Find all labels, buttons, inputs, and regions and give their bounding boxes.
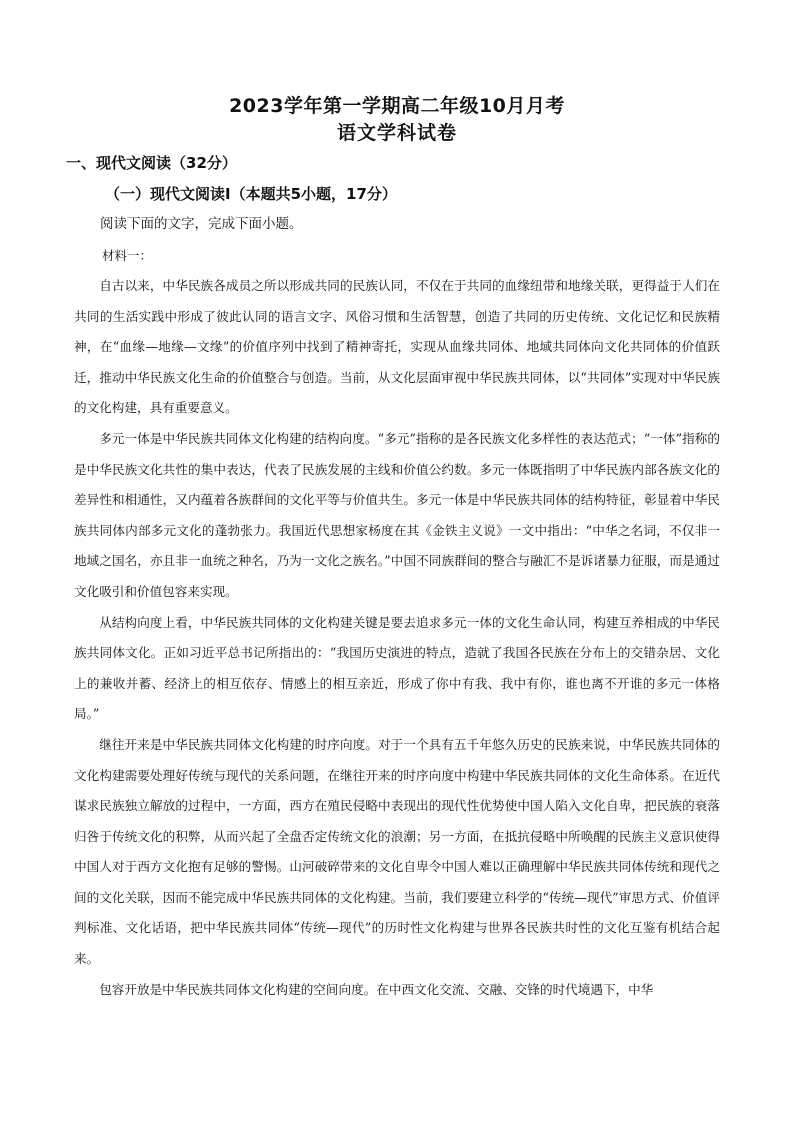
- subsection-heading: （一）现代文阅读Ⅰ（本题共5小题，17分）: [105, 185, 397, 203]
- reading-instruction: 阅读下面的文字，完成下面小题。: [100, 216, 303, 232]
- material-body: [74, 271, 720, 1005]
- exam-title: 2023学年第一学期高二年级10月月考: [229, 95, 565, 117]
- subject-title: 语文学科试卷: [336, 122, 457, 144]
- paragraph: 包容开放是中华民族共同体文化构建的空间向度。在中西文化交流、交融、交锋的时代境遇下，中华: [99, 981, 654, 997]
- paragraph: 继往开来是中华民族共同体文化构建的时序向度。对于一个具有五千年悠久历史的民族来说，中华民族共同体的文化构建需要处理好传统与现代的关系问题，在继往开来的时序向度中构建中华民族共同体的文化生命体系。在近代谋求民族独立解放的过程中，一方面，西方在殖民侵略中表现出的现代性优势使中国人陷入文化自卑，把民族的衰落归咎于传统文化的积弊，从而兴起了全盘否定传统文化的浪潮；另一方面，在抵抗侵略中所唤醒的民族主义意识使得中国人对于西方文化抱有足够的警惕。山河破碎带来的文化自卑令中国人难以正确理解中华民族共同体传统和现代之间的文化关联，因而不能完成中华民族共同体的文化构建。当前，我们要建立科学的“传统—现代”审思方式、价值评判标准、文化话语，把中华民族共同体“传统—现代”的历时性文化构建与世界各民族共时性的文化互鉴有机结合起来。: [74, 736, 720, 967]
- paragraph: 多元一体是中华民族共同体文化构建的结构向度。“多元”指称的是各民族文化多样性的表达范式；“一体”指称的是中华民族文化共性的集中表达，代表了民族发展的主线和价值公约数。多元一体既指明了中华民族内部各族文化的差异性和相通性，又内蕴着各族群间的文化平等与价值共生。多元一体是中华民族共同体的结构特征，彰显着中华民族共同体内部多元文化的蓬勃张力。我国近代思想家杨度在其《金铁主义说》一文中指出：“中华之名词，不仅非一地域之国名，亦且非一血统之种名，乃为一文化之族名。”中国不同族群间的整合与融汇不是诉诸暴力征服，而是通过文化吸引和价值包容来实现。: [74, 430, 720, 599]
- section-heading: 一、现代文阅读（32分）: [66, 154, 237, 172]
- paragraph: 自古以来，中华民族各成员之所以形成共同的民族认同，不仅在于共同的血缘纽带和地缘关联，更得益于人们在共同的生活实践中形成了彼此认同的语言文字、风俗习惯和生活智慧，创造了共同的历史传统、文化记忆和民族精神，在“血缘—地缘—文缘”的价值序列中找到了精神寄托，实现从血缘共同体、地域共同体向文化共同体的价值跃迁，推动中华民族文化生命的价值整合与创造。当前，从文化层面审视中华民族共同体，以“共同体”实现对中华民族的文化构建，具有重要意义。: [74, 278, 720, 416]
- paragraph: 从结构向度上看，中华民族共同体的文化构建关键是要去追求多元一体的文化生命认同，构建互养相成的中华民族共同体文化。正如习近平总书记所指出的：“我国历史演进的特点，造就了我国各民族在分布上的交错杂居、文化上的兼收并蓄、经济上的相互依存、情感上的相互亲近，形成了你中有我、我中有你，谁也离不开谁的多元一体格局。”: [74, 614, 720, 722]
- material-label: 材料一：: [102, 248, 153, 263]
